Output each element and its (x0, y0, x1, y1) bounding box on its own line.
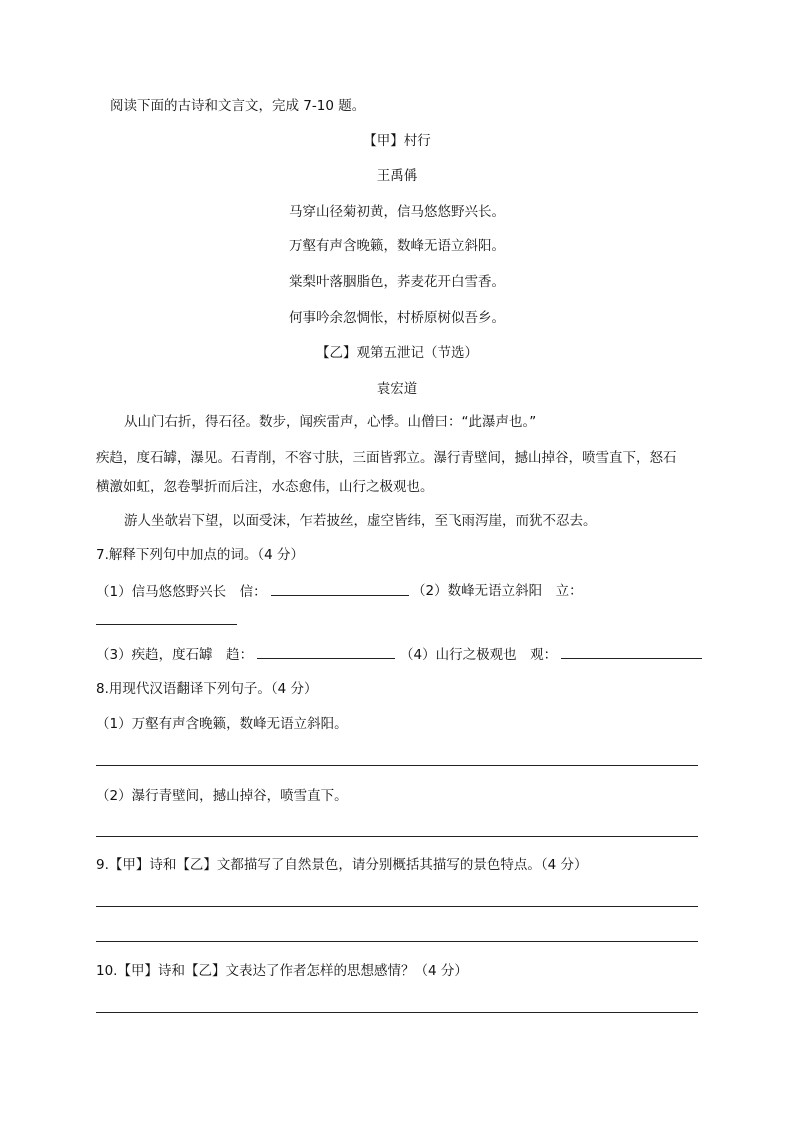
answer-line[interactable] (96, 941, 698, 942)
poem-line: 棠梨叶落胭脂色，荞麦花开白雪香。 (289, 274, 505, 290)
answer-blank[interactable] (271, 582, 409, 596)
answer-line[interactable] (96, 765, 698, 766)
answer-line[interactable] (96, 1012, 698, 1013)
question-7-item-2: （2）数峰无语立斜阳 立： (412, 583, 583, 599)
question-7-item-1 (96, 582, 409, 601)
question-8-stem: 8.用现代汉语翻译下列句子。（4 分） (96, 681, 318, 697)
prose-paragraph-2-line-1: 疾趋，度石罅，瀑见。石青削，不容寸肤，三面皆郛立。瀑行青壁间，撼山掉谷，喷雪直下，怒石 (96, 450, 677, 466)
question-7-item-3 (96, 645, 395, 664)
prose-title: 【乙】观第五泄记（节选） (316, 345, 478, 361)
question-7-item-4 (400, 645, 702, 664)
question-7-stem: 7.解释下列句中加点的词。（4 分） (96, 547, 305, 563)
question-8-item-1: （1）万壑有声含晚籁，数峰无语立斜阳。 (96, 716, 348, 732)
question-9-stem: 9.【甲】诗和【乙】文都描写了自然景色，请分别概括其描写的景色特点。（4 分） (96, 857, 588, 873)
poem-author: 王禹偁 (376, 168, 418, 184)
answer-line[interactable] (96, 906, 698, 907)
question-10-stem: 10.【甲】诗和【乙】文表达了作者怎样的思想感情？（4 分） (96, 963, 468, 979)
item-label: （1）信马悠悠野兴长 信： (96, 584, 267, 600)
answer-blank[interactable] (257, 645, 395, 659)
answer-blank[interactable] (96, 624, 237, 625)
answer-line[interactable] (96, 836, 698, 837)
prose-author: 袁宏道 (376, 381, 418, 397)
item-label: （3）疾趋，度石罅 趋： (96, 647, 254, 663)
prose-paragraph-2-line-2: 横激如虹，忽卷掣折而后注，水态愈伟，山行之极观也。 (96, 479, 434, 495)
poem-line: 何事吟余忽惆怅，村桥原树似吾乡。 (289, 310, 505, 326)
poem-line: 万壑有声含晚籁，数峰无语立斜阳。 (289, 238, 505, 254)
poem-line: 马穿山径菊初黄，信马悠悠野兴长。 (289, 204, 505, 220)
item-label: （4）山行之极观也 观： (400, 647, 558, 663)
poem-title: 【甲】村行 (363, 133, 431, 149)
answer-blank[interactable] (561, 645, 702, 659)
prose-paragraph-3: 游人坐欹岩下望，以面受沫，乍若披丝，虚空皆纬，至飞雨泻崖，而犹不忍去。 (124, 513, 597, 529)
instructions: 阅读下面的古诗和文言文，完成 7-10 题。 (110, 98, 366, 114)
question-8-item-2: （2）瀑行青壁间，撼山掉谷，喷雪直下。 (96, 788, 348, 804)
prose-paragraph-1: 从山门右折，得石径。数步，闻疾雷声，心悸。山僧曰：“此瀑声也。” (124, 414, 537, 430)
